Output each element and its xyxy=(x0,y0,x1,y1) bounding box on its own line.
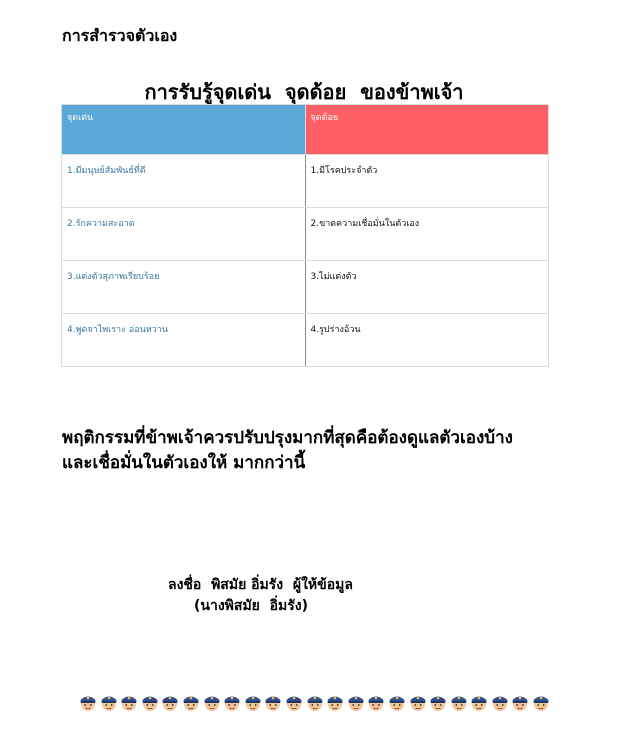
police-officer-icon xyxy=(469,692,489,712)
police-officer-icon xyxy=(305,692,325,712)
weakness-cell: 2.ขาดความเชื่อมั่นในตัวเอง xyxy=(305,208,549,261)
police-officer-icon xyxy=(490,692,510,712)
weakness-cell: 4.รูปร่างอ้วน xyxy=(305,314,549,367)
police-officer-icon xyxy=(160,692,180,712)
police-officer-icon xyxy=(428,692,448,712)
weaknesses-header: จุดด้อย xyxy=(305,105,549,155)
table-row xyxy=(62,261,549,314)
police-officer-icon xyxy=(202,692,222,712)
police-officer-icon xyxy=(181,692,201,712)
weakness-cell: 1.มีโรคประจำตัว xyxy=(305,155,549,208)
police-officer-icon xyxy=(366,692,386,712)
police-officer-icon xyxy=(140,692,160,712)
behavior-line: และเชื่อมั่นในตัวเองให้ มากกว่านี้ xyxy=(62,453,306,473)
weakness-cell: 3.ไม่แต่งตัว xyxy=(305,261,549,314)
police-officer-icon xyxy=(119,692,139,712)
strengths-weaknesses-table xyxy=(61,104,549,367)
police-officer-icon xyxy=(387,692,407,712)
table-header-row xyxy=(62,105,549,155)
strength-cell: 1.มีมนุษย์สัมพันธ์ที่ดี xyxy=(62,155,306,208)
signature-line: ลงชื่อ พิสมัย อิ่มรัง ผู้ให้ข้อมูล xyxy=(168,577,353,593)
police-officer-icon xyxy=(531,692,551,712)
behavior-line: พฤติกรรมที่ข้าพเจ้าควรปรับปรุงมากที่สุดคือต้องดูแลตัวเองบ้าง xyxy=(62,428,513,448)
page-heading: การสำรวจตัวเอง xyxy=(62,26,178,45)
police-officer-icon xyxy=(510,692,530,712)
strengths-header: จุดเด่น xyxy=(62,105,306,155)
police-officer-icon xyxy=(78,692,98,712)
police-emoji-row xyxy=(78,692,552,712)
police-officer-icon xyxy=(408,692,428,712)
table-row xyxy=(62,314,549,367)
strength-cell: 4.พูดจาไพเราะ อ่อนหวาน xyxy=(62,314,306,367)
police-officer-icon xyxy=(284,692,304,712)
police-officer-icon xyxy=(449,692,469,712)
behavior-statement xyxy=(62,426,562,476)
police-officer-icon xyxy=(325,692,345,712)
police-officer-icon xyxy=(263,692,283,712)
table-row xyxy=(62,155,549,208)
police-officer-icon xyxy=(99,692,119,712)
strength-cell: 3.แต่งตัวสุภาพเรียบร้อย xyxy=(62,261,306,314)
police-officer-icon xyxy=(243,692,263,712)
police-officer-icon xyxy=(346,692,366,712)
table-row xyxy=(62,208,549,261)
strength-cell: 2.รักความสะอาด xyxy=(62,208,306,261)
document-title: การรับรู้จุดเด่น จุดด้อย ของข้าพเจ้า xyxy=(144,80,464,104)
police-officer-icon xyxy=(222,692,242,712)
signature-name: (นางพิสมัย อิ่มรัง) xyxy=(194,598,309,614)
